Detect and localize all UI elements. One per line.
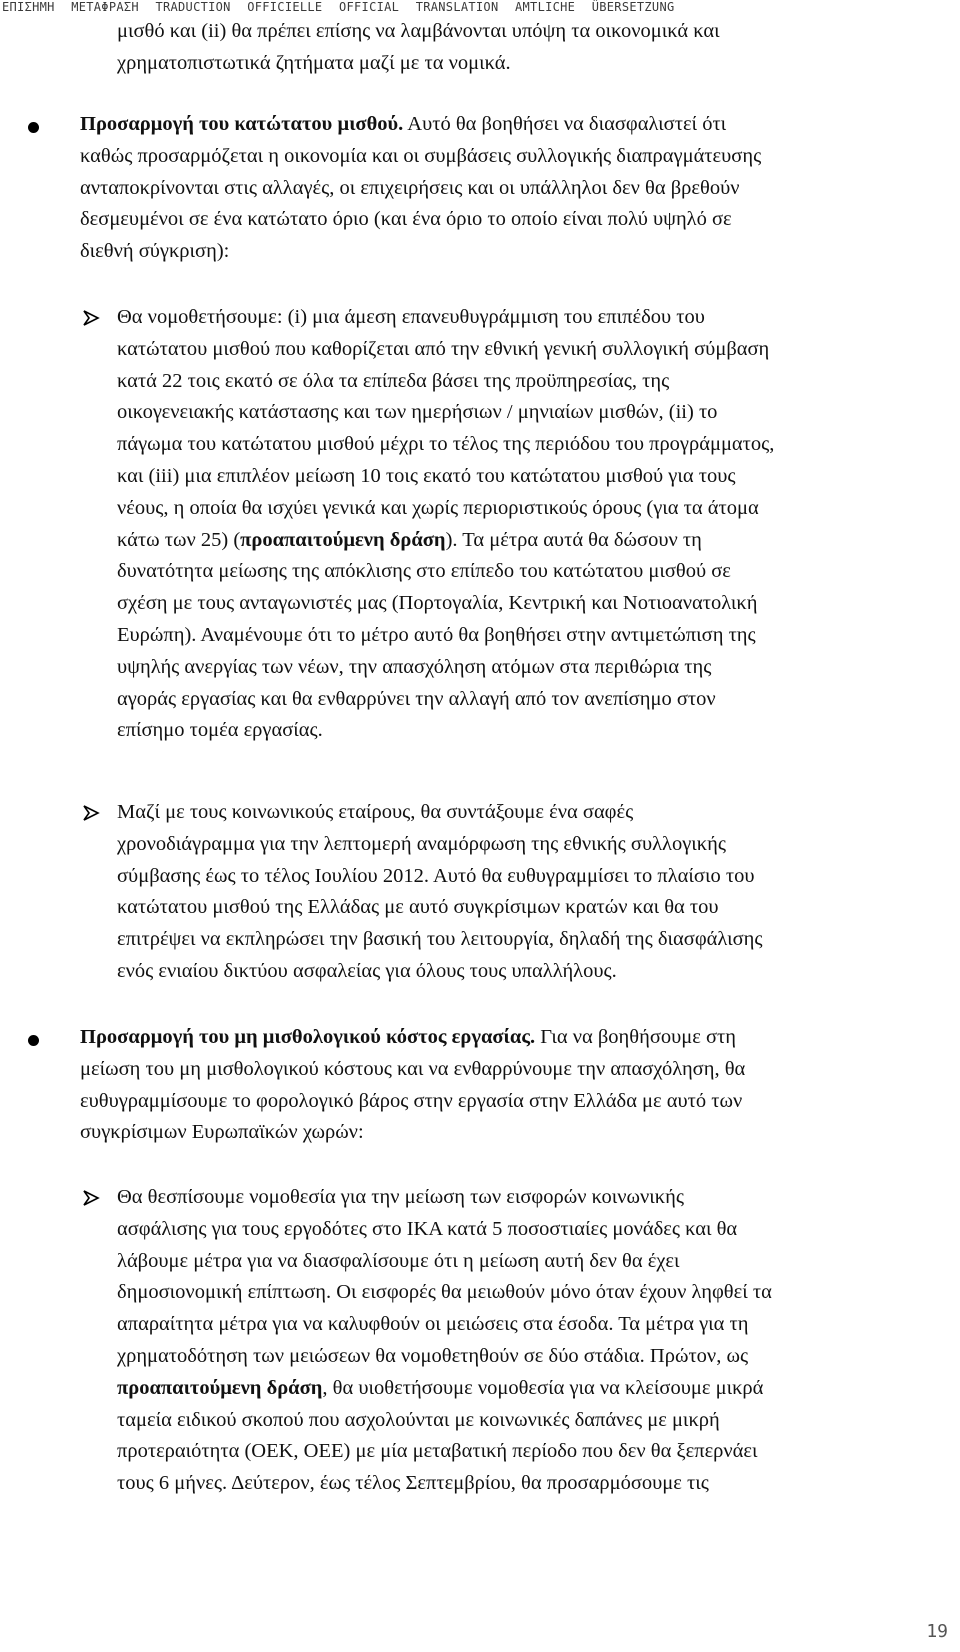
sub-paragraph-wage-legislation (117, 302, 927, 747)
text-line: Μαζί με τους κοινωνικούς εταίρους, θα συντάξουμε ένα σαφές (117, 801, 634, 823)
text-line: κατώτατου μισθού που καθορίζεται από την εθνική γενική συλλογική σύμβαση (117, 337, 770, 360)
arrow-bullet-icon (82, 309, 100, 327)
text-line: Θα νομοθετήσουμε: (i) μια άμεση επανευθυγράμμιση του επιπέδου του (117, 306, 705, 328)
text-line: Αυτό θα βοηθήσει να διασφαλιστεί ότι (403, 113, 727, 135)
text-line: προτεραιότητα (ΟΕΚ, ΟΕΕ) με μία μεταβατική περίοδο που δεν θα ξεπερνάει (117, 1440, 758, 1463)
text-line: δεσμευμένοι σε ένα κατώτατο όριο (και ένα όριο το οποίο είναι πολύ υψηλό σε (80, 208, 732, 231)
bullet-paragraph-non-wage-costs (80, 1022, 920, 1149)
text-line: υψηλής ανεργίας των νέων, την απασχόληση ατόμων στα περιθώρια της (117, 655, 712, 678)
text-line: κατά 22 τοις εκατό σε όλα τα επίπεδα βάσει της προϋπηρεσίας, της (117, 369, 670, 392)
text-line: δυνατότητα μείωσης της απόκλισης στο επίπεδο του κατώτατου μισθού σε (117, 560, 731, 583)
page-number: 19 (926, 1621, 948, 1642)
text-fragment: , θα υιοθετήσουμε νομοθεσία για να κλείσουμε μικρά (322, 1376, 764, 1399)
text-line: επίσημο τομέα εργασίας. (117, 719, 323, 742)
text-line: ταμεία ειδικού σκοπού που ασχολούνται με κοινωνικές δαπάνες με μικρή (117, 1408, 720, 1431)
section-title: Προσαρμογή του μη μισθολογικού κόστος εργασίας. (80, 1026, 536, 1048)
text-line: Για να βοηθήσουμε στη (535, 1026, 737, 1048)
text-fragment: κάτω των 25) ( (117, 528, 241, 551)
text-line: επιτρέψει να εκπληρώσει την βασική του λειτουργία, δηλαδή της διασφάλισης (117, 928, 763, 951)
text-line: πάγωμα του κατώτατου μισθού μέχρι το τέλος της περιόδου του προγράμματος, (117, 433, 775, 456)
text-line: απαραίτητα μέτρα για να καλυφθούν οι μειώσεις στα έσοδα. Τα μέτρα για τη (117, 1313, 749, 1336)
bullet-paragraph-minimum-wage (80, 109, 920, 268)
text-line: ευθυγραμμίσουμε το φορολογικό βάρος στην εργασία στην Ελλάδα με αυτό των (80, 1089, 743, 1112)
translation-header: ΕΠΙΣΗΜΗ ΜΕΤΑΦΡΑΣΗ TRADUCTION OFFICIELLE OFFICIAL TRANSLATION AMTLICHE ÜBERSETZUNG (2, 0, 675, 14)
text-line: χρονοδιάγραμμα για την λεπτομερή αναμόρφωση της εθνικής συλλογικής (117, 832, 726, 855)
sub-paragraph-social-contributions (117, 1182, 927, 1500)
text-line: μείωση του μη μισθολογικού κόστους και να ενθαρρύνουμε την απασχόληση, θα (80, 1057, 746, 1080)
text-line: νέους, η οποία θα ισχύει γενικά και χωρίς περιοριστικούς όρους (για τα άτομα (117, 496, 759, 519)
section-title: Προσαρμογή του κατώτατου μισθού. (80, 113, 404, 135)
prerequisite-action-label: προαπαιτούμενη δράση (240, 528, 446, 551)
text-line: Θα θεσπίσουμε νομοθεσία για την μείωση των εισφορών κοινωνικής (117, 1186, 684, 1208)
arrow-bullet-icon (82, 1189, 100, 1207)
sub-paragraph-collective-agreement (117, 797, 927, 988)
bullet-dot (28, 122, 39, 133)
text-line: χρηματοπιστωτικά ζητήματα μαζί με τα νομικά. (117, 51, 511, 74)
bullet-dot (28, 1035, 39, 1046)
text-line: τους 6 μήνες. Δεύτερον, έως τέλος Σεπτεμβρίου, θα προσαρμόσουμε τις (117, 1472, 709, 1495)
text-line: σύμβασης έως το τέλος Ιουλίου 2012. Αυτό θα ευθυγραμμίσει το πλαίσιο του (117, 864, 755, 887)
text-line: κατώτατου μισθού της Ελλάδας με αυτό συγκρίσιμων κρατών και θα του (117, 896, 719, 919)
text-line: διεθνή σύγκριση): (80, 240, 230, 263)
text-line: ανταποκρίνονται στις αλλαγές, οι επιχειρήσεις και οι υπάλληλοι δεν θα βρεθούν (80, 176, 740, 199)
text-line: Ευρώπη). Αναμένουμε ότι το μέτρο αυτό θα βοηθήσει στην αντιμετώπιση της (117, 623, 756, 646)
text-line: δημοσιονομική επίπτωση. Οι εισφορές θα μειωθούν μόνο όταν έχουν ληφθεί τα (117, 1281, 772, 1304)
text-line: αγοράς εργασίας και θα ενθαρρύνει την αλλαγή από τον ανεπίσημο στον (117, 687, 716, 710)
text-line: καθώς προσαρμόζεται η οικονομία και οι συμβάσεις συλλογικής διαπραγμάτευσης (80, 144, 762, 167)
text-line: οικογενειακής κατάστασης και των ημερήσιων / μηνιαίων μισθών, (ii) το (117, 401, 718, 424)
text-line: χρηματοδότηση των μειώσεων θα νομοθετηθούν σε δύο στάδια. Πρώτον, ως (117, 1344, 749, 1367)
text-line: ασφάλισης για τους εργοδότες στο ΙΚΑ κατά 5 ποσοστιαίες μονάδες και θα (117, 1217, 738, 1240)
text-fragment: ). Τα μέτρα αυτά θα δώσουν τη (445, 528, 702, 551)
text-line: μισθό και (ii) θα πρέπει επίσης να λαμβάνονται υπόψη τα οικονομικά και (117, 20, 720, 42)
intro-paragraph (117, 16, 917, 80)
text-line: συγκρίσιμων Ευρωπαϊκών χωρών: (80, 1121, 364, 1144)
text-line: λάβουμε μέτρα για να διασφαλίσουμε ότι η μείωση αυτή δεν θα έχει (117, 1249, 680, 1272)
text-line: σχέση με τους ανταγωνιστές μας (Πορτογαλία, Κεντρική και Νοτιοανατολική (117, 592, 758, 615)
text-line: ενός ενιαίου δικτύου ασφαλείας για όλους τους υπαλλήλους. (117, 959, 617, 982)
arrow-bullet-icon (82, 804, 100, 822)
text-line: και (iii) μια επιπλέον μείωση 10 τοις εκατό του κατώτατου μισθού για τους (117, 464, 736, 487)
prerequisite-action-label: προαπαιτούμενη δράση (117, 1376, 323, 1399)
